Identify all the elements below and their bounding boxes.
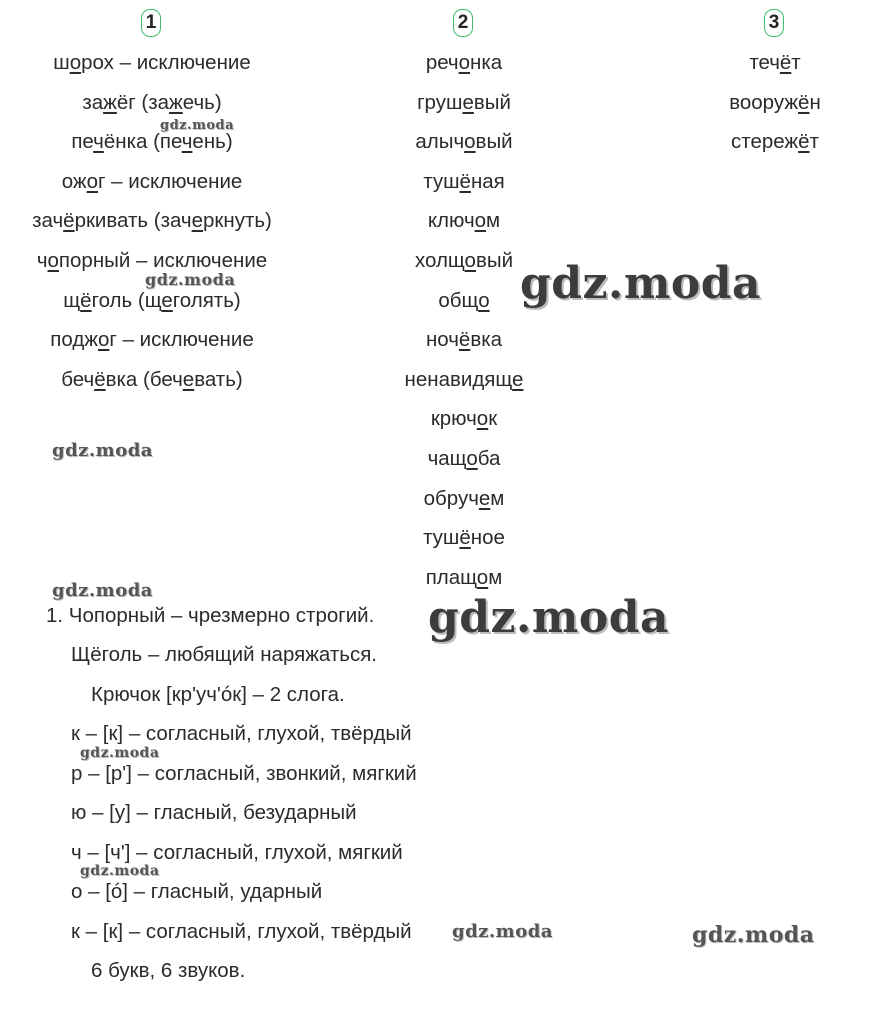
word-part: туш [423, 526, 460, 550]
word-part: ноч [425, 328, 459, 352]
word-part: г – исключение [97, 169, 243, 193]
word-part: вать) [194, 367, 243, 391]
underlined-letter: ё [63, 209, 75, 233]
word-item [0, 361, 304, 401]
word-part: реч [425, 51, 459, 74]
underlined-letter: е [512, 367, 524, 391]
word-part: ёнка (пе [103, 130, 182, 154]
underlined-letter: е [161, 288, 173, 312]
underlined-letter: ё [459, 169, 471, 193]
word-part: вка [470, 328, 503, 352]
word-part: т [791, 51, 801, 74]
word-part: ненавидящ [404, 367, 513, 391]
word-item [700, 123, 850, 163]
badge-1: 1 [141, 9, 161, 37]
word-part: вооруж [729, 90, 799, 114]
underlined-letter: е [478, 486, 491, 510]
word-part: к [488, 407, 498, 431]
word-item [340, 202, 588, 242]
watermark: gdz.moda [80, 863, 160, 879]
word-part: щ [63, 288, 81, 312]
column-3-words [700, 44, 850, 163]
word-part: теч [749, 51, 780, 74]
watermark: gdz.moda [52, 580, 153, 601]
word-part: подж [50, 328, 98, 352]
word-part: алыч [415, 130, 465, 154]
underlined-letter: о [466, 446, 478, 470]
underlined-letter: о [478, 288, 490, 312]
word-part: порный – исключение [58, 248, 268, 272]
word-part: ч [36, 248, 48, 272]
word-item [340, 44, 588, 84]
word-part: г – исключение [109, 328, 254, 352]
underlined-letter: о [458, 51, 471, 74]
word-part: крюч [430, 407, 477, 431]
badge-2: 2 [453, 9, 473, 37]
word-part: ркнуть) [203, 209, 272, 233]
underlined-letter: ё [94, 367, 106, 391]
word-part: голять) [172, 288, 241, 312]
word-part: беч [61, 367, 95, 391]
underlined-letter: ё [459, 526, 471, 550]
word-part: ркивать (зач [74, 209, 192, 233]
word-part: вый [475, 248, 514, 272]
underlined-letter: ё [798, 90, 810, 114]
word-part: вый [475, 130, 513, 154]
word-part: ш [53, 51, 70, 74]
underlined-letter: о [474, 209, 487, 233]
word-part: стереж [731, 130, 799, 154]
column-2-words [340, 44, 588, 598]
word-item [340, 321, 588, 361]
underlined-letter: е [191, 209, 204, 233]
badge-3: 3 [764, 9, 784, 37]
word-item [0, 44, 304, 84]
definition-chopornyi: 1. Чопорный – чрезмерно строгий. [46, 604, 375, 627]
word-part: ное [470, 526, 505, 550]
word-part: м [486, 209, 501, 233]
watermark: gdz.moda [520, 258, 762, 309]
word-part: рох – исключение [81, 51, 251, 74]
underlined-letter: о [47, 248, 59, 272]
underlined-letter: о [464, 130, 476, 154]
underlined-letter: о [86, 169, 98, 193]
word-part: туш [423, 169, 460, 193]
phonetic-line: ю – [у] – гласный, безударный [71, 801, 357, 824]
underlined-letter: е [462, 90, 474, 114]
letter-sound-count: 6 букв, 6 звуков. [91, 959, 246, 982]
word-part: н [809, 90, 821, 114]
watermark: gdz.moda [80, 745, 160, 761]
syllable-note: Крючок [кр'уч'óк] – 2 слога. [91, 683, 345, 706]
word-part: т [809, 130, 819, 154]
word-item [700, 44, 850, 84]
word-item [340, 480, 588, 520]
word-part: ож [61, 169, 87, 193]
word-part: плащ [425, 565, 477, 589]
word-item [340, 84, 588, 124]
word-part: м [488, 565, 503, 589]
underlined-letter: о [464, 248, 476, 272]
phonetic-line: к – [к] – согласный, глухой, твёрдый [71, 920, 412, 943]
underlined-letter: ё [80, 288, 92, 312]
word-item [0, 163, 304, 203]
word-item [340, 123, 588, 163]
column-1-words [0, 44, 304, 400]
word-part: общ [438, 288, 479, 312]
underlined-letter: ч [181, 130, 193, 154]
word-part: ключ [427, 209, 475, 233]
underlined-letter: о [476, 407, 489, 431]
definition-shchegol: Щёголь – любящий наряжаться. [71, 643, 377, 666]
word-part: пе [71, 130, 94, 154]
underlined-letter: о [476, 565, 489, 589]
word-part: ень) [192, 130, 233, 154]
underlined-letter: е [182, 367, 195, 391]
word-item [340, 400, 588, 440]
word-part: за [82, 90, 104, 114]
underlined-letter: о [98, 328, 110, 352]
phonetic-line: р – [р'] – согласный, звонкий, мягкий [71, 762, 417, 785]
watermark: gdz.moda [452, 921, 553, 942]
word-part: ная [470, 169, 505, 193]
watermark: gdz.moda [52, 440, 153, 461]
word-part: обруч [423, 486, 479, 510]
watermark: gdz.moda [692, 922, 815, 948]
word-part: зач [32, 209, 64, 233]
word-part: ба [477, 446, 501, 470]
underlined-letter: ж [169, 90, 183, 114]
word-item [0, 123, 304, 163]
word-item [340, 163, 588, 203]
word-item [0, 84, 304, 124]
underlined-letter: ё [798, 130, 810, 154]
underlined-letter: ё [779, 51, 792, 74]
word-item [340, 519, 588, 559]
word-part: ечь) [182, 90, 222, 114]
phonetic-line: о – [ó] – гласный, ударный [71, 880, 323, 903]
watermark: gdz.moda [160, 118, 235, 133]
word-part: вый [473, 90, 511, 114]
word-part: чащ [427, 446, 467, 470]
word-part: груш [417, 90, 463, 114]
word-item [340, 440, 588, 480]
phonetic-line: ч – [ч'] – согласный, глухой, мягкий [71, 841, 403, 864]
word-part: голь (щ [91, 288, 162, 312]
underlined-letter: ч [93, 130, 104, 154]
phonetic-line: к – [к] – согласный, глухой, твёрдый [71, 722, 412, 745]
word-part: вка (беч [105, 367, 183, 391]
word-item [0, 202, 304, 242]
word-item [700, 84, 850, 124]
word-part: холщ [414, 248, 465, 272]
word-part: м [490, 486, 505, 510]
word-part: нка [470, 51, 503, 74]
word-item [0, 321, 304, 361]
watermark: gdz.moda [428, 592, 670, 643]
watermark: gdz.moda [145, 270, 236, 289]
word-item [340, 361, 588, 401]
underlined-letter: ё [458, 328, 471, 352]
word-part: ёг (за [116, 90, 170, 114]
underlined-letter: ж [103, 90, 117, 114]
underlined-letter: о [69, 51, 82, 74]
